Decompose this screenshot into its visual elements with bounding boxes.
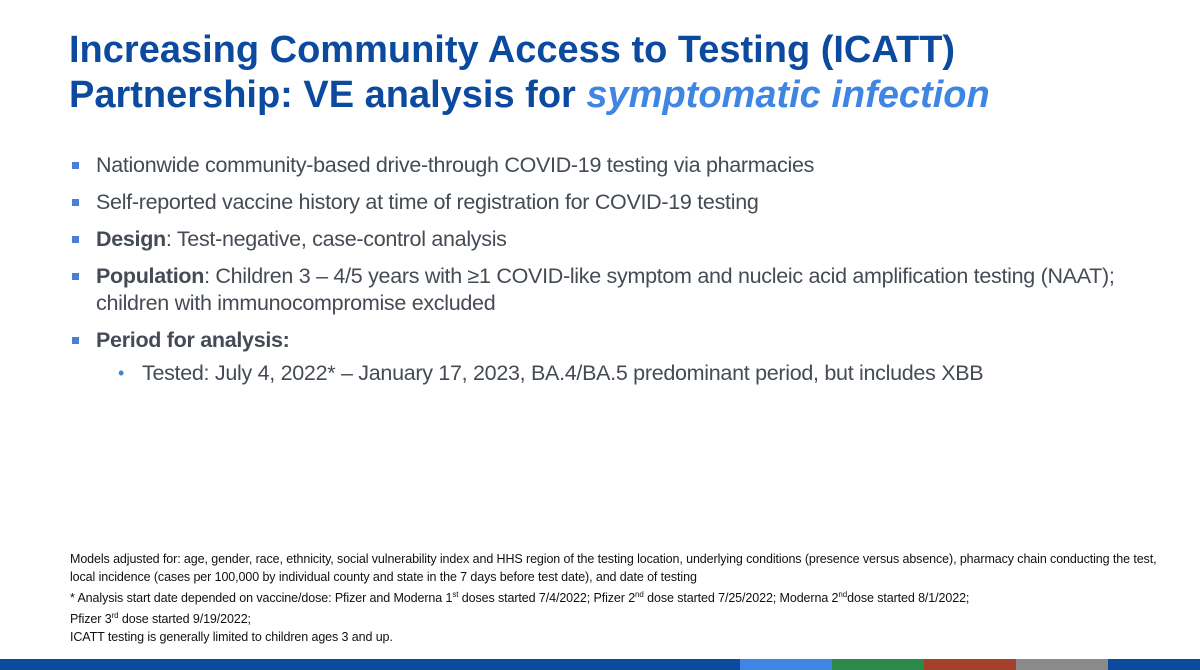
square-bullet-icon bbox=[72, 236, 79, 243]
title-line-1: Increasing Community Access to Testing (ICATT) bbox=[69, 29, 956, 71]
bullet-bold-label: Population bbox=[96, 264, 205, 288]
bullet-item bbox=[70, 263, 1180, 317]
footnote-pfizer-third bbox=[70, 607, 1170, 628]
footnotes bbox=[70, 550, 1170, 646]
slide-title bbox=[69, 28, 1169, 118]
square-bullet-icon bbox=[72, 199, 79, 206]
bullet-item bbox=[70, 226, 1180, 253]
footnote-text: doses started 7/4/2022; Pfizer 2 bbox=[458, 591, 636, 606]
sub-bullet-text: Tested: July 4, 2022* – January 17, 2023, BA.4/BA.5 predominant period, but includes XBB bbox=[142, 361, 984, 385]
footer-segment bbox=[0, 659, 740, 670]
bullet-text: : Test-negative, case-control analysis bbox=[165, 227, 507, 251]
footer-segment bbox=[1016, 659, 1108, 670]
bullet-bold-label: Design bbox=[96, 227, 166, 251]
footnote-text: * Analysis start date depended on vaccine/dose: Pfizer and Moderna 1 bbox=[70, 591, 453, 606]
superscript: nd bbox=[635, 590, 644, 599]
footnote-text: Pfizer 3 bbox=[70, 612, 112, 627]
round-bullet-icon: • bbox=[118, 363, 125, 383]
footnote-text: dose started 7/25/2022; Moderna 2 bbox=[643, 591, 839, 606]
bullet-bold-label: Period for analysis: bbox=[96, 328, 290, 352]
footer-segment bbox=[740, 659, 832, 670]
footnote-text: dose started 9/19/2022; bbox=[118, 612, 251, 627]
footnote-start-dates bbox=[70, 586, 1170, 607]
bullet-text: Nationwide community-based drive-through COVID-19 testing via pharmacies bbox=[96, 153, 815, 177]
bullet-list bbox=[70, 152, 1180, 387]
superscript: nd bbox=[838, 590, 848, 599]
bullet-item bbox=[70, 189, 1180, 216]
title-line-2-prefix: Partnership: VE analysis for bbox=[69, 74, 587, 116]
superscript: rd bbox=[111, 611, 119, 621]
footnote-models: Models adjusted for: age, gender, race, ethnicity, social vulnerability index and HHS region of the testing location, underlying conditions (presence versus absence), pharmacy chain conducting the test, local incidence (cases per 100,000 by individual county and state in the 7 days before test date), and date of testing bbox=[70, 552, 1157, 584]
superscript: st bbox=[452, 590, 459, 599]
bullet-text: : Children 3 – 4/5 years with ≥1 COVID-like symptom and nucleic acid amplification testing (NAAT); children with immunocompromise excluded bbox=[96, 264, 1115, 315]
square-bullet-icon bbox=[72, 337, 79, 344]
bullet-text: Self-reported vaccine history at time of registration for COVID-19 testing bbox=[96, 190, 759, 214]
footer-segment bbox=[832, 659, 924, 670]
square-bullet-icon bbox=[72, 273, 79, 280]
footer-segment bbox=[924, 659, 1016, 670]
footnote-text: dose started 8/1/2022; bbox=[847, 591, 970, 606]
footer-segment bbox=[1108, 659, 1200, 670]
footer-color-bar bbox=[0, 659, 1200, 670]
square-bullet-icon bbox=[72, 162, 79, 169]
footnote-age-limit: ICATT testing is generally limited to children ages 3 and up. bbox=[70, 630, 393, 645]
bullet-item bbox=[70, 152, 1180, 179]
bullet-item bbox=[70, 327, 1180, 354]
sub-bullet-item bbox=[70, 360, 1180, 387]
title-accent: symptomatic infection bbox=[586, 74, 990, 116]
